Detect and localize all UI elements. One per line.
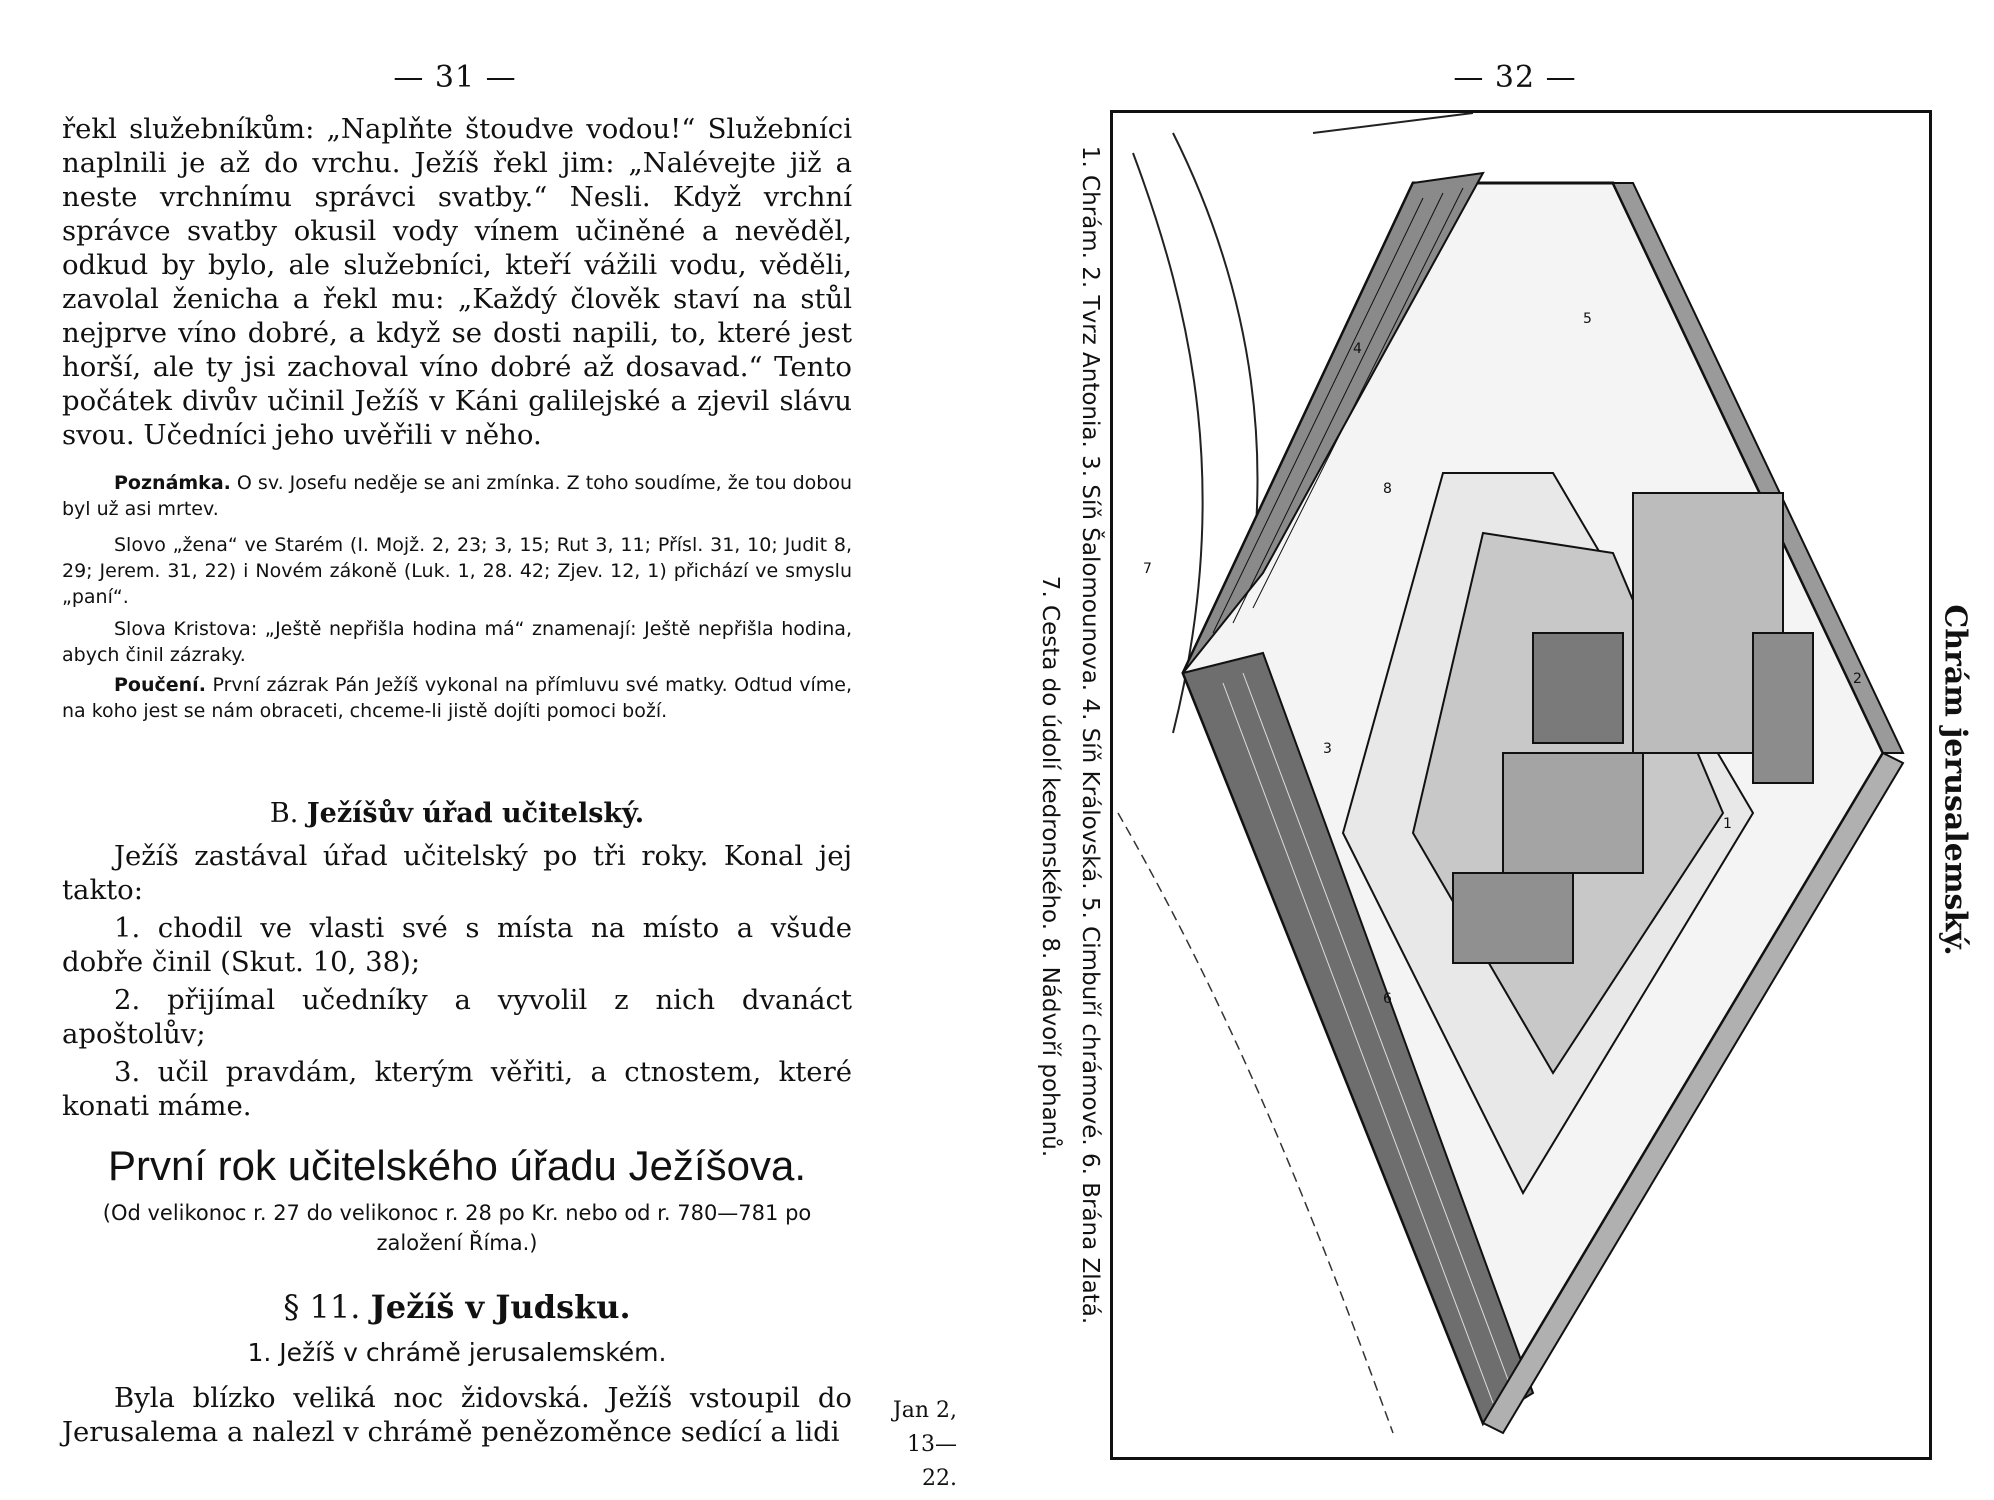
margin-reference-1: Jan 2, (892, 1398, 957, 1423)
right-page (1000, 0, 1994, 1500)
figure-caption (1030, 146, 1110, 1324)
figure-label-1: 1 (1723, 816, 1732, 832)
list-item-1: 1. chodil ve vlasti své s místa na místo a všude dobře činil (Skut. 10, 38); (62, 912, 852, 978)
section-b-block (62, 798, 852, 1123)
section-b-prefix: B. (269, 798, 299, 829)
section-b-heading (62, 798, 852, 829)
figure-label-3: 3 (1323, 741, 1332, 757)
note-3-text: Slova Kristova: „Ještě nepřišla hodina má“ znamenají: Ještě nepřišla hodina, abych činil zázraky. (62, 618, 852, 666)
opening-paragraph-block (62, 112, 852, 452)
temple-sanctuary (1533, 633, 1623, 743)
note-1-text: O sv. Josefu neděje se ani zmínka. Z toho soudíme, že tou dobou byl už asi mrtev. (62, 472, 852, 520)
note-3 (62, 616, 852, 668)
paragraph-title: Ježíš v Judsku. (370, 1288, 631, 1326)
chapter-title: První rok učitelského úřadu Ježíšova. (107, 1142, 806, 1189)
chapter-block (62, 1142, 852, 1258)
figure-label-6: 6 (1383, 991, 1392, 1007)
figure-label-4: 4 (1353, 341, 1362, 357)
note-2-text: Slovo „žena“ ve Starém (I. Mojž. 2, 23; 3, 15; Rut 3, 11; Přísl. 31, 10; Judit 8, 29; Jerem. 31, 22) i Novém zákoně (Luk. 1, 28. 42; Zjev. 12, 1) přichází ve smyslu „paní“. (62, 534, 852, 608)
section-b-intro: Ježíš zastával úřad učitelský po tři roky. Konal jej takto: (62, 840, 852, 906)
wall-edge (1313, 113, 1473, 133)
list-item-2: 2. přijímal učedníky a vyvolil z nich dvanáct apoštolův; (62, 984, 852, 1050)
temple-hall (1503, 753, 1643, 873)
figure-caption-line-1: 1. Chrám. 2. Tvrz Antonia. 3. Síň Šalomounova. 4. Síň Královská. 5. Cimbuří chrámové. 6. Brána Zlatá. (1077, 145, 1103, 1325)
page-number-right: — 32 — (1453, 60, 1577, 95)
figure-label-5: 5 (1583, 311, 1592, 327)
left-page (0, 0, 960, 1500)
note-1-label: Poznámka. (114, 472, 231, 494)
note-1 (62, 470, 852, 522)
margin-reference-2: 13—22. (907, 1432, 957, 1491)
closing-paragraph: Byla blízko veliká noc židovská. Ježíš vstoupil do Jerusalema a nalezl v chrámě penězoměnce sedící a lidi (62, 1382, 852, 1448)
list-item-3: 3. učil pravdám, kterým věřiti, a ctnostem, které konati máme. (62, 1056, 852, 1122)
section-b-title: Ježíšův úřad učitelský. (306, 798, 645, 829)
note-2 (62, 532, 852, 610)
figure-label-7: 7 (1143, 561, 1152, 577)
figure-title: Chrám jerusalemský. (1937, 604, 1973, 956)
figure-label-2: 2 (1853, 671, 1862, 687)
page-number-left: — 31 — (393, 60, 517, 95)
opening-paragraph: řekl služebníkům: „Naplňte štoudve vodou!“ Služebníci naplnili je až do vrchu. Ježíš řekl jim: „Nalévejte již a neste vrchnímu správci svatby.“ Nesli. Když vrchní správce svatby okusil vody vínem učiněné a nevěděl, odkud by bylo, ale služebníci, kteří vážili vodu, věděli, zavolal ženicha a řekl mu: „Každý člověk staví na stůl nejprve víno dobré, a když se dosti napili, to, které jest horší, ale ty jsi zachoval víno dobré až dosavad.“ Tento počátek divův učinil Ježíš v Káni galilejské a zjevil slávu svou. Učedníci jeho uvěřili v něho. (62, 113, 852, 451)
margin-reference (877, 1394, 957, 1496)
antonia-tower (1753, 633, 1813, 783)
note-4-label: Poučení. (114, 674, 206, 696)
paragraph-block (62, 1288, 852, 1449)
sub-heading: 1. Ježíš v chrámě jerusalemském. (247, 1338, 667, 1367)
temple-illustration (1113, 113, 1929, 1457)
note-4-text: První zázrak Pán Ježíš vykonal na přímluvu své matky. Odtud víme, na koho jest se nám obraceti, chceme-li jistě dojíti pomoci boží. (62, 674, 852, 722)
temple-illustration-frame (1110, 110, 1932, 1460)
paragraph-heading (62, 1288, 852, 1326)
notes-block (62, 470, 852, 724)
figure-label-8: 8 (1383, 481, 1392, 497)
chapter-subtitle: (Od velikonoc r. 27 do velikonoc r. 28 po Kr. nebo od r. 780—781 po založení Říma.) (102, 1201, 812, 1255)
temple-court (1453, 873, 1573, 963)
note-4 (62, 672, 852, 724)
road-line (1133, 153, 1203, 733)
paragraph-number: § 11. (283, 1288, 361, 1326)
figure-caption-line-2: 7. Cesta do údolí kedronského. 8. Nádvoří pohanů. (1037, 575, 1063, 1158)
